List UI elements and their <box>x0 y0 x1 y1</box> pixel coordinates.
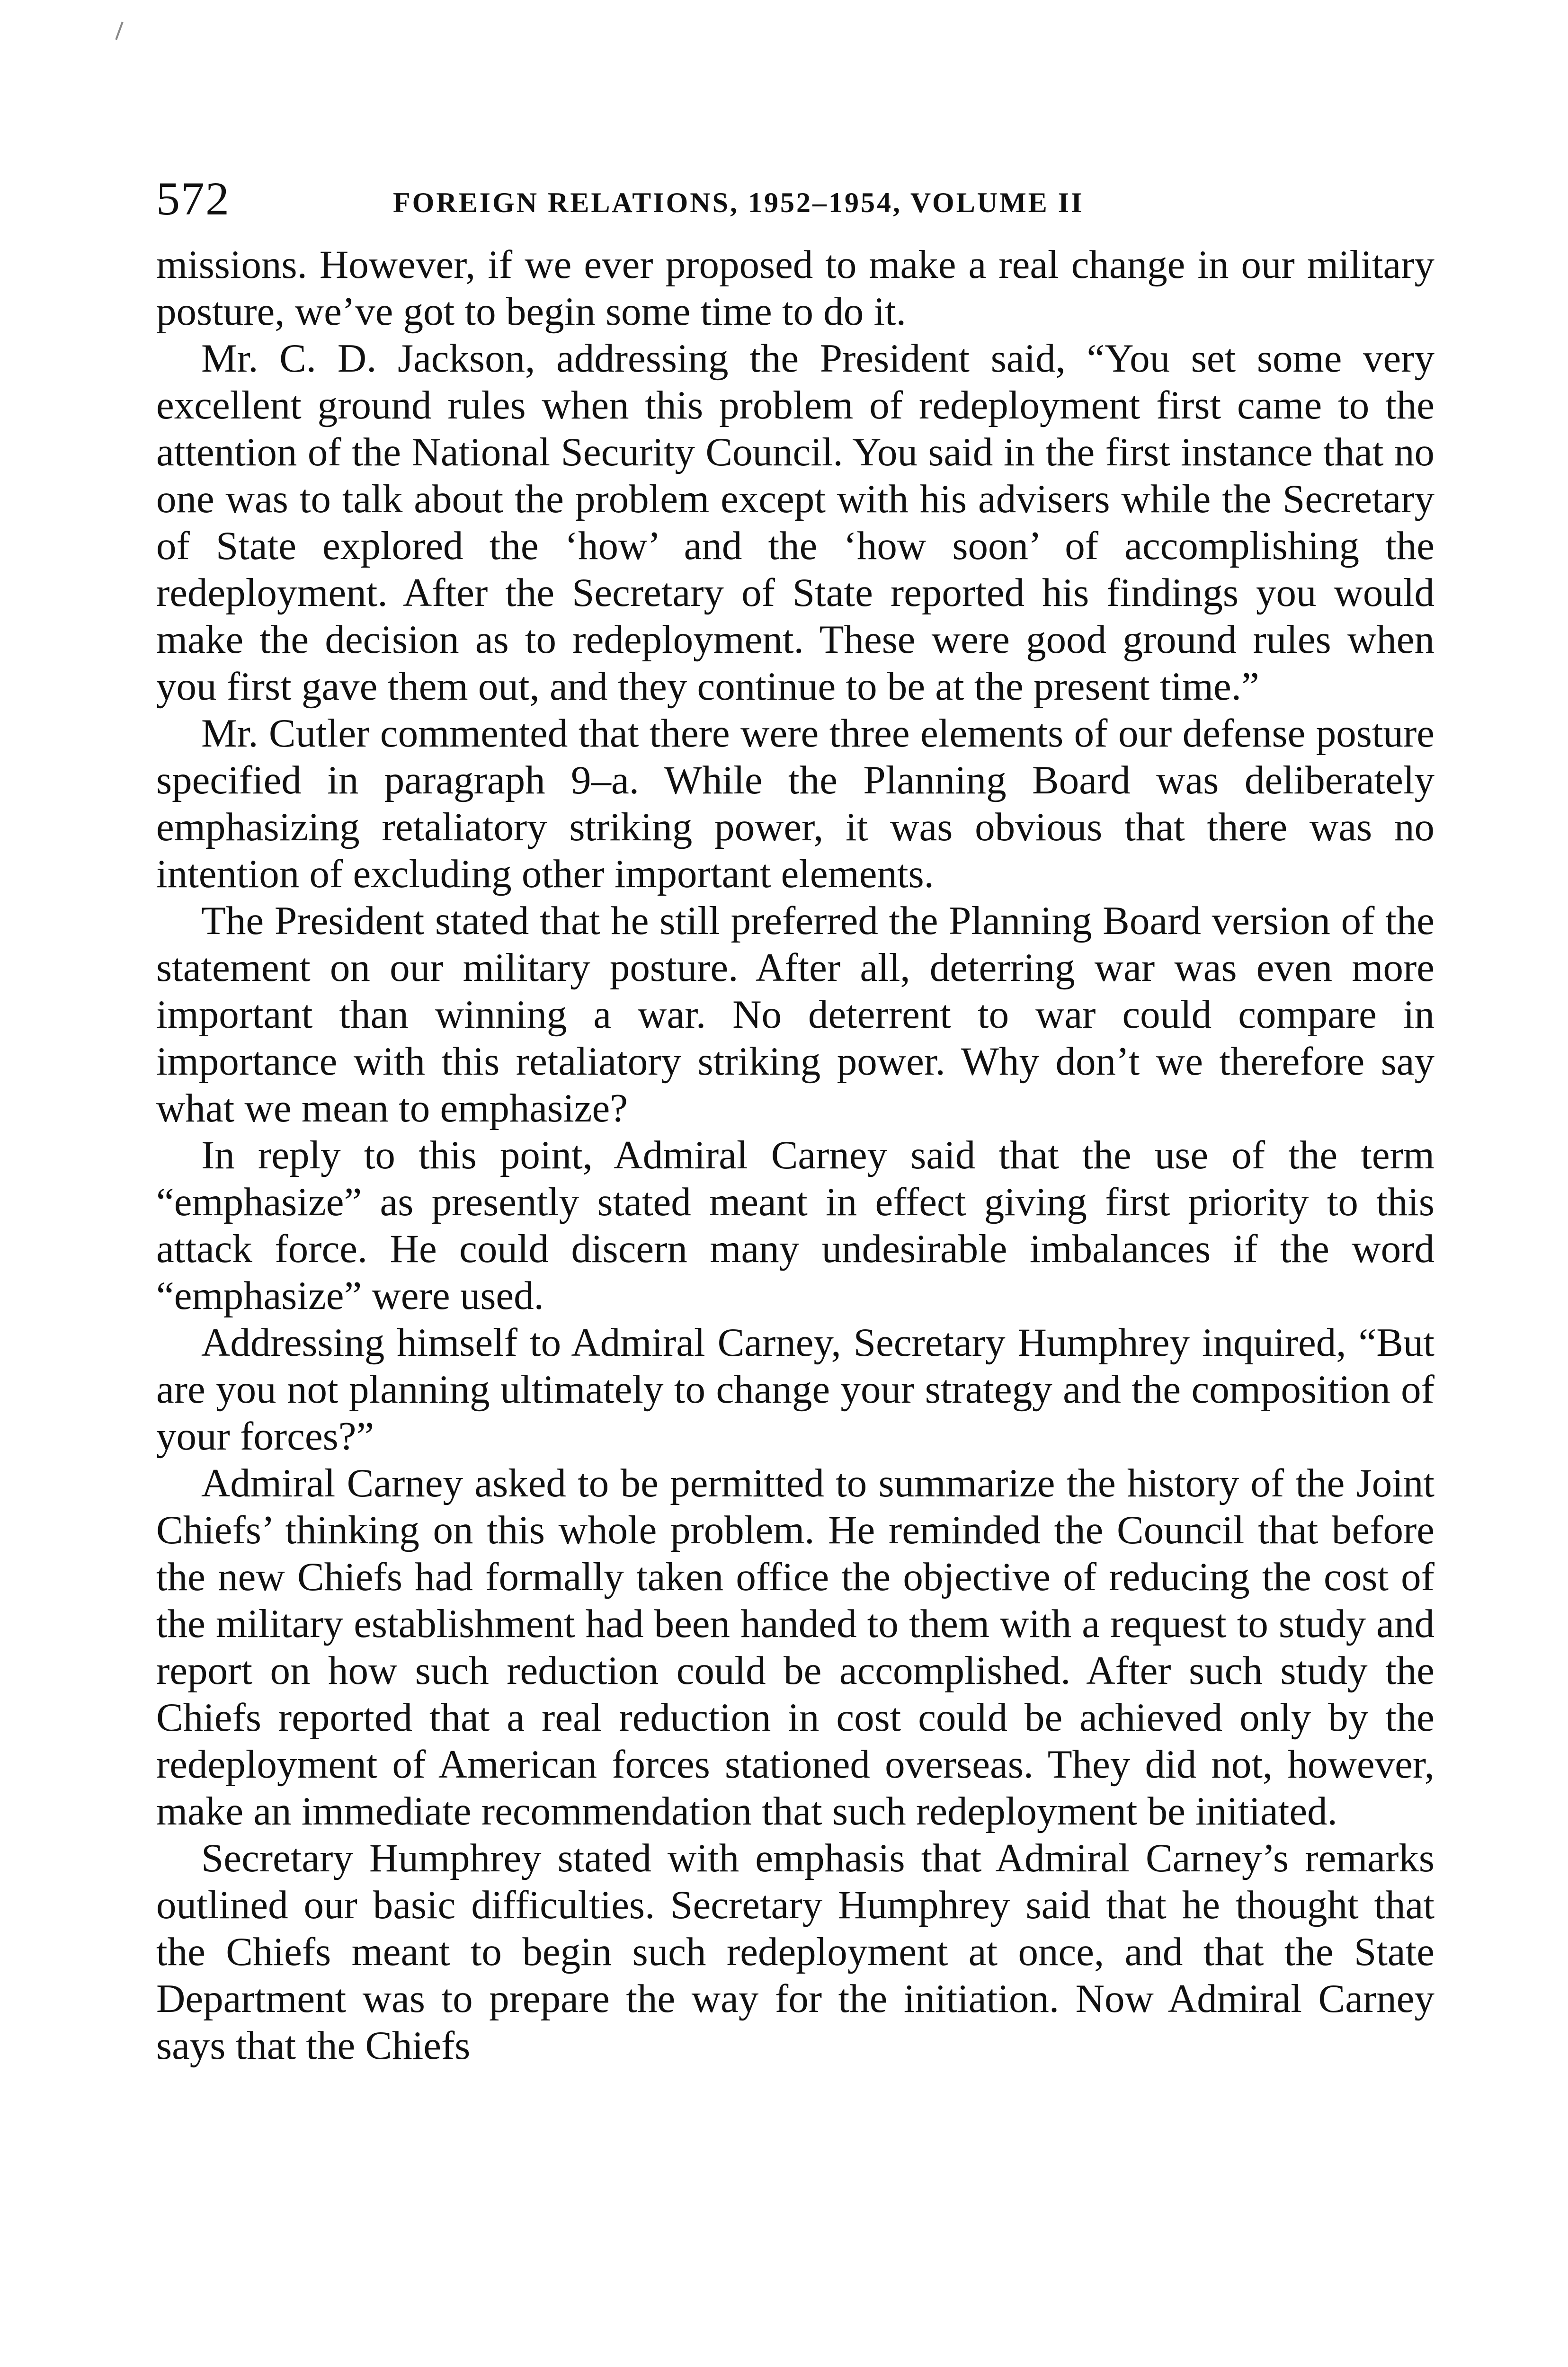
running-head <box>156 170 1434 232</box>
page-number: 572 <box>156 172 230 225</box>
paragraph-humphrey-inquiry: Addressing himself to Admiral Carney, Secretary Humphrey inquired, “But are you not planning ultimately to change your strategy and the composition of your forces?” <box>156 1320 1434 1459</box>
paragraph-carney-reply: In reply to this point, Admiral Carney said that the use of the term “emphasize” as presently stated meant in effect giving first priority to this attack force. He could discern many undesirable imbalances if the word “emphasize” were used. <box>156 1133 1434 1318</box>
stray-pen-mark <box>115 22 123 40</box>
paragraph-humphrey-emphasis: Secretary Humphrey stated with emphasis that Admiral Carney’s remarks outlined our basic difficulties. Secretary Humphrey said that he thought that the Chiefs meant to begin such redeployment at once, and that the State Department was to prepare the way for the initiation. Now Admiral Carney says that the Chiefs <box>156 1836 1434 2068</box>
body-text <box>156 241 1434 2069</box>
paragraph-president: The President stated that he still preferred the Planning Board version of the statement on our military posture. After all, deterring war was even more important than winning a war. No deterrent to war could compare in importance with this retaliatory striking power. Why don’t we therefore say what we mean to emphasize? <box>156 899 1434 1130</box>
paragraph-continuation: missions. However, if we ever proposed to make a real change in our military posture, we’ve got to begin some time to do it. <box>156 242 1434 334</box>
paragraph-cutler: Mr. Cutler commented that there were three elements of our defense posture specified in paragraph 9–a. While the Planning Board was deliberately emphasizing retaliatory striking power, it was obvious that there was no intention of excluding other important elements. <box>156 711 1434 896</box>
paragraph-jackson: Mr. C. D. Jackson, addressing the President said, “You set some very excellent ground rules when this problem of redeployment first came to the attention of the National Security Council. You said in the first instance that no one was to talk about the problem except with his advisers while the Secretary of State explored the ‘how’ and the ‘how soon’ of accomplishing the redeployment. After the Secretary of State reported his findings you would make the decision as to redeployment. These were good ground rules when you first gave them out, and they continue to be at the present time.” <box>156 336 1434 709</box>
running-title: FOREIGN RELATIONS, 1952–1954, VOLUME II <box>393 187 1084 218</box>
document-page <box>156 170 1434 2367</box>
paragraph-carney-history: Admiral Carney asked to be permitted to summarize the history of the Joint Chiefs’ thinking on this whole problem. He reminded the Council that before the new Chiefs had formally taken office the objective of reducing the cost of the military establishment had been handed to them with a request to study and report on how such reduction could be accomplished. After such study the Chiefs reported that a real reduction in cost could be achieved only by the redeployment of American forces stationed overseas. They did not, however, make an immediate recommendation that such redeployment be initiated. <box>156 1461 1434 1833</box>
